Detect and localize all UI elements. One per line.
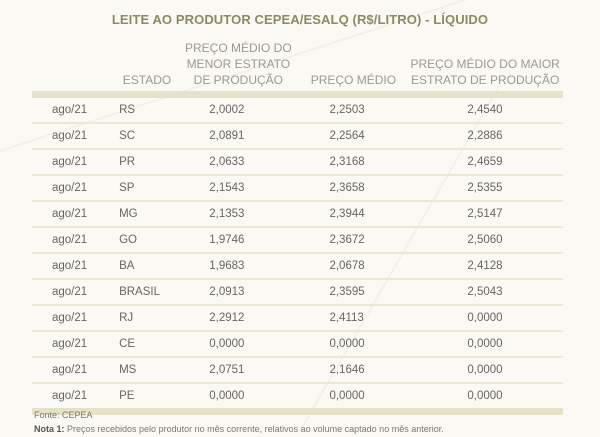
cell-date: ago/21 — [32, 279, 107, 305]
source-text: Fonte: CEPEA — [34, 410, 93, 420]
cell-state: BA — [107, 253, 177, 279]
cell-min-price: 2,0751 — [177, 357, 299, 383]
header-state: ESTADO — [122, 73, 172, 87]
table-row — [32, 201, 563, 227]
price-table — [32, 40, 563, 415]
table-row — [32, 253, 563, 279]
table-row — [32, 357, 563, 383]
cell-state: RJ — [107, 305, 177, 331]
cell-max-price: 2,5060 — [407, 227, 563, 253]
header-date — [32, 40, 107, 95]
note-body: Preços recebidos pelo produtor no mês corrente, relativos ao volume captado no mês anterior. — [64, 424, 444, 434]
cell-date: ago/21 — [32, 123, 107, 149]
note-label: Nota 1: — [34, 424, 65, 434]
cell-min-price: 2,2912 — [177, 305, 299, 331]
cell-avg-price: 2,0678 — [299, 253, 407, 279]
table-row — [32, 305, 563, 331]
cell-avg-price: 2,4113 — [299, 305, 407, 331]
cell-state: PE — [107, 383, 177, 412]
cell-max-price: 0,0000 — [407, 331, 563, 357]
cell-max-price: 2,2886 — [407, 123, 563, 149]
header-max-price: PREÇO MÉDIO DO MAIOR ESTRATO DE PRODUÇÃO — [410, 57, 560, 87]
table-row — [32, 227, 563, 253]
cell-avg-price: 2,3595 — [299, 279, 407, 305]
cell-state: CE — [107, 331, 177, 357]
cell-max-price: 2,4540 — [407, 95, 563, 124]
note-text — [34, 422, 444, 436]
table-header-row — [32, 40, 563, 95]
cell-avg-price: 2,3658 — [299, 175, 407, 201]
cell-state: BRASIL — [107, 279, 177, 305]
cell-min-price: 2,0913 — [177, 279, 299, 305]
cell-max-price: 0,0000 — [407, 305, 563, 331]
table-row — [32, 95, 563, 124]
header-avg-price: PREÇO MÉDIO — [310, 73, 397, 87]
cell-avg-price: 2,2564 — [299, 123, 407, 149]
table-footer — [34, 408, 444, 436]
cell-min-price: 2,1353 — [177, 201, 299, 227]
cell-min-price: 1,9746 — [177, 227, 299, 253]
cell-min-price: 0,0000 — [177, 383, 299, 412]
cell-max-price: 0,0000 — [407, 357, 563, 383]
cell-max-price: 0,0000 — [407, 383, 563, 412]
table-title: LEITE AO PRODUTOR CEPEA/ESALQ (R$/LITRO) - LÍQUIDO — [111, 12, 489, 27]
cell-max-price: 2,4128 — [407, 253, 563, 279]
cell-date: ago/21 — [32, 149, 107, 175]
cell-avg-price: 2,3672 — [299, 227, 407, 253]
cell-state: MG — [107, 201, 177, 227]
table-row — [32, 149, 563, 175]
cell-min-price: 2,0002 — [177, 95, 299, 124]
cell-state: SC — [107, 123, 177, 149]
cell-avg-price: 2,3168 — [299, 149, 407, 175]
cell-date: ago/21 — [32, 253, 107, 279]
cell-state: MS — [107, 357, 177, 383]
table-row — [32, 175, 563, 201]
cell-min-price: 1,9683 — [177, 253, 299, 279]
cell-avg-price: 2,1646 — [299, 357, 407, 383]
cell-max-price: 2,5147 — [407, 201, 563, 227]
cell-state: SP — [107, 175, 177, 201]
cell-date: ago/21 — [32, 95, 107, 124]
cell-min-price: 0,0000 — [177, 331, 299, 357]
cell-state: PR — [107, 149, 177, 175]
cell-date: ago/21 — [32, 201, 107, 227]
cell-max-price: 2,5043 — [407, 279, 563, 305]
cell-date: ago/21 — [32, 227, 107, 253]
cell-min-price: 2,0633 — [177, 149, 299, 175]
cell-state: GO — [107, 227, 177, 253]
cell-date: ago/21 — [32, 331, 107, 357]
cell-max-price: 2,4659 — [407, 149, 563, 175]
cell-date: ago/21 — [32, 357, 107, 383]
table-row — [32, 279, 563, 305]
cell-avg-price: 2,3944 — [299, 201, 407, 227]
price-table-container — [32, 40, 563, 415]
cell-min-price: 2,0891 — [177, 123, 299, 149]
cell-date: ago/21 — [32, 383, 107, 412]
cell-max-price: 2,5355 — [407, 175, 563, 201]
cell-state: RS — [107, 95, 177, 124]
cell-avg-price: 0,0000 — [299, 383, 407, 412]
cell-avg-price: 0,0000 — [299, 331, 407, 357]
table-row — [32, 123, 563, 149]
table-row — [32, 331, 563, 357]
header-min-price: PREÇO MÉDIO DO MENOR ESTRATO DE PRODUÇÃO — [185, 41, 292, 87]
cell-date: ago/21 — [32, 305, 107, 331]
cell-min-price: 2,1543 — [177, 175, 299, 201]
cell-avg-price: 2,2503 — [299, 95, 407, 124]
cell-date: ago/21 — [32, 175, 107, 201]
